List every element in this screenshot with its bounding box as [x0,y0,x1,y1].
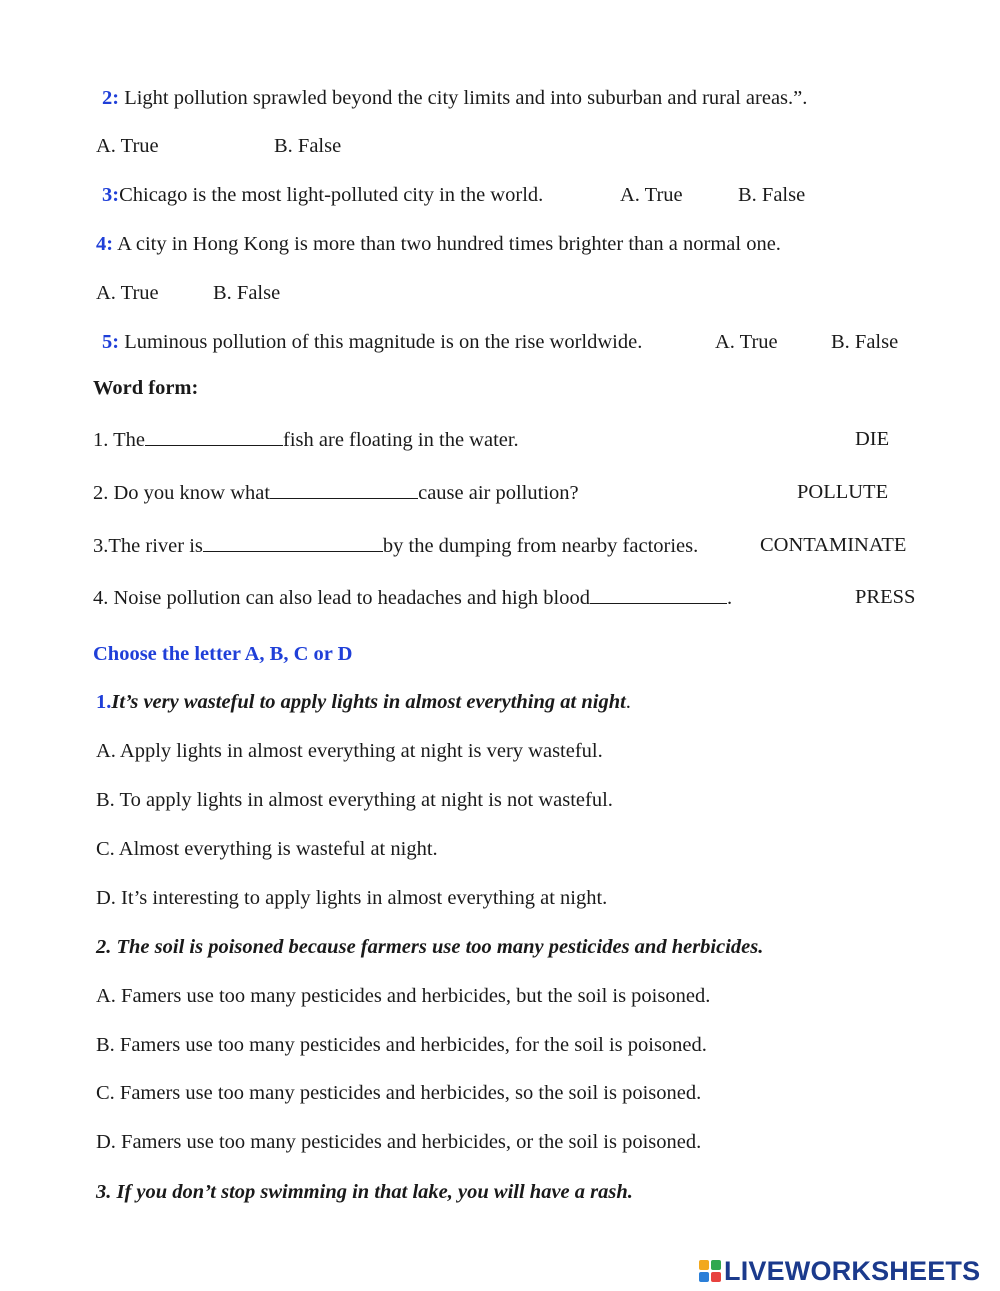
tf-q3-option-b[interactable]: B. False [738,184,806,206]
mc-q1-option-a[interactable]: A. Apply lights in almost everything at night is very wasteful. [96,740,603,762]
word-form-item-4: 4. Noise pollution can also lead to headaches and high blood . [93,587,733,609]
tf-q3-option-a[interactable]: A. True [620,184,683,206]
tf-question-2: 2: Light pollution sprawled beyond the city limits and into suburban and rural areas.”. [102,87,808,109]
word-form-root-3: CONTAMINATE [760,534,907,556]
word-form-blank-1[interactable] [145,428,283,446]
word-form-root-1: DIE [855,428,890,450]
mc-q2-option-a[interactable]: A. Famers use too many pesticides and herbicides, but the soil is poisoned. [96,985,711,1007]
mc-question-2: 2. The soil is poisoned because farmers use too many pesticides and herbicides. [96,936,764,958]
mc-question-1: 1.It’s very wasteful to apply lights in almost everything at night. [96,691,631,713]
word-form-root-4: PRESS [855,586,916,608]
tf-q2-option-a[interactable]: A. True [96,135,159,157]
word-form-item-2: 2. Do you know what cause air pollution? [93,482,579,504]
mc-question-3: 3. If you don’t stop swimming in that lake, you will have a rash. [96,1181,633,1203]
word-form-heading: Word form: [93,377,199,399]
word-form-root-2: POLLUTE [797,481,889,503]
liveworksheets-logo-text: LIVEWORKSHEETS [724,1255,981,1286]
word-form-item-3: 3.The river is by the dumping from nearby factories. [93,535,699,557]
liveworksheets-logo [698,1256,980,1286]
mc-q2-option-b[interactable]: B. Famers use too many pesticides and herbicides, for the soil is poisoned. [96,1034,707,1056]
mc-q2-option-c[interactable]: C. Famers use too many pesticides and herbicides, so the soil is poisoned. [96,1082,702,1104]
word-form-blank-2[interactable] [270,481,418,499]
tf-q5-option-a[interactable]: A. True [715,331,778,353]
liveworksheets-logo-icon [698,1259,722,1283]
word-form-blank-3[interactable] [203,534,383,552]
tf-question-3: 3:Chicago is the most light-polluted city in the world. [102,184,544,206]
tf-q5-option-b[interactable]: B. False [831,331,899,353]
word-form-blank-4[interactable] [590,586,727,604]
tf-question-5: 5: Luminous pollution of this magnitude is on the rise worldwide. [102,331,643,353]
tf-q4-option-a[interactable]: A. True [96,282,159,304]
mc-heading: Choose the letter A, B, C or D [93,643,353,665]
word-form-item-1: 1. The fish are floating in the water. [93,429,519,451]
mc-q2-option-d[interactable]: D. Famers use too many pesticides and herbicides, or the soil is poisoned. [96,1131,702,1153]
tf-q4-option-b[interactable]: B. False [213,282,281,304]
mc-q1-option-d[interactable]: D. It’s interesting to apply lights in almost everything at night. [96,887,608,909]
mc-q1-option-c[interactable]: C. Almost everything is wasteful at night. [96,838,438,860]
tf-q2-option-b[interactable]: B. False [274,135,342,157]
mc-q1-option-b[interactable]: B. To apply lights in almost everything at night is not wasteful. [96,789,613,811]
tf-question-4: 4: A city in Hong Kong is more than two hundred times brighter than a normal one. [96,233,781,255]
